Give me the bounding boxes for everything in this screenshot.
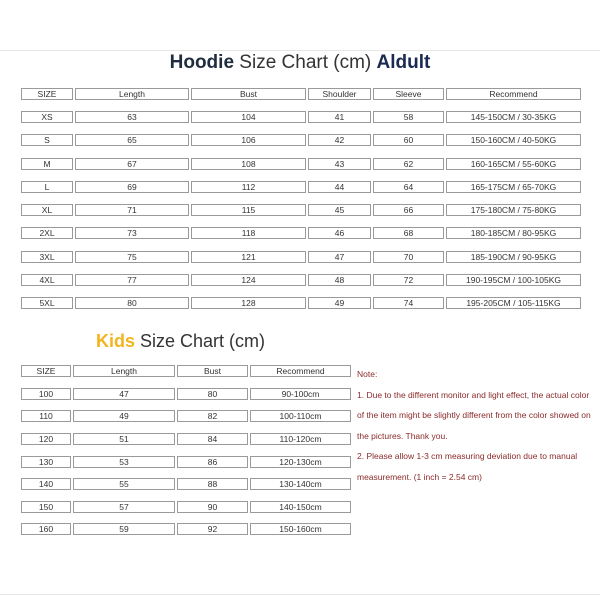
adult-cell-text: 165-175CM / 65-70KG	[446, 181, 581, 193]
kids-header-row	[20, 360, 352, 383]
kids-cell-text: Bust	[177, 365, 248, 377]
adult-row	[20, 152, 582, 175]
kids-cell	[72, 428, 176, 451]
adult-cell-text: 68	[373, 227, 444, 239]
adult-cell-text: L	[21, 181, 73, 193]
adult-cell-text: 75	[75, 251, 189, 263]
adult-cell	[372, 292, 445, 315]
adult-cell-text: 121	[191, 251, 306, 263]
kids-cell-text: 140-150cm	[250, 501, 351, 513]
kids-header-cell	[176, 360, 249, 383]
adult-cell-text: Sleeve	[373, 88, 444, 100]
adult-cell-text: 42	[308, 134, 371, 146]
adult-header-row	[20, 82, 582, 105]
adult-cell	[372, 245, 445, 268]
adult-cell	[445, 198, 582, 221]
adult-row	[20, 198, 582, 221]
kids-row	[20, 518, 352, 541]
adult-cell-text: XL	[21, 204, 73, 216]
adult-cell-text: 44	[308, 181, 371, 193]
adult-cell-text: 66	[373, 204, 444, 216]
adult-cell	[307, 222, 372, 245]
kids-header-cell	[72, 360, 176, 383]
adult-cell-text: 112	[191, 181, 306, 193]
kids-cell	[72, 473, 176, 496]
adult-cell	[20, 292, 74, 315]
kids-cell	[20, 383, 72, 406]
notes-line-2: 2. Please allow 1-3 cm measuring deviation due to manual measurement. (1 inch = 2.54 cm)	[357, 451, 578, 482]
kids-cell-text: 47	[73, 388, 175, 400]
notes-label: Note:	[357, 369, 378, 379]
kids-cell	[176, 473, 249, 496]
adult-cell-text: 69	[75, 181, 189, 193]
adult-cell	[445, 222, 582, 245]
adult-cell	[307, 129, 372, 152]
adult-cell-text: 104	[191, 111, 306, 123]
adult-cell-text: 45	[308, 204, 371, 216]
adult-cell	[20, 129, 74, 152]
adult-cell	[445, 129, 582, 152]
adult-cell-text: 5XL	[21, 297, 73, 309]
kids-cell-text: 100	[21, 388, 71, 400]
adult-cell	[74, 245, 190, 268]
kids-cell-text: Length	[73, 365, 175, 377]
adult-cell	[307, 198, 372, 221]
adult-cell	[445, 175, 582, 198]
adult-cell	[74, 129, 190, 152]
adult-cell-text: 145-150CM / 30-35KG	[446, 111, 581, 123]
adult-cell-text: 65	[75, 134, 189, 146]
adult-cell	[445, 268, 582, 291]
adult-cell-text: 58	[373, 111, 444, 123]
adult-cell	[74, 292, 190, 315]
kids-cell-text: 90	[177, 501, 248, 513]
adult-cell-text: 160-165CM / 55-60KG	[446, 158, 581, 170]
kids-cell	[20, 496, 72, 519]
adult-cell	[372, 105, 445, 128]
kids-cell-text: 86	[177, 456, 248, 468]
adult-cell	[307, 105, 372, 128]
adult-cell-text: SIZE	[21, 88, 73, 100]
kids-cell-text: 49	[73, 410, 175, 422]
kids-cell	[72, 405, 176, 428]
adult-cell-text: 80	[75, 297, 189, 309]
adult-cell-text: M	[21, 158, 73, 170]
adult-cell-text: 128	[191, 297, 306, 309]
kids-row	[20, 496, 352, 519]
adult-row	[20, 245, 582, 268]
adult-cell	[307, 268, 372, 291]
kids-cell-text: 92	[177, 523, 248, 535]
adult-header-cell	[307, 82, 372, 105]
adult-cell-text: 63	[75, 111, 189, 123]
adult-cell	[372, 198, 445, 221]
adult-header-cell	[372, 82, 445, 105]
kids-chart-title	[96, 328, 265, 354]
kids-row	[20, 405, 352, 428]
kids-cell-text: SIZE	[21, 365, 71, 377]
adult-cell-text: 185-190CM / 90-95KG	[446, 251, 581, 263]
adult-chart-title	[0, 50, 600, 76]
adult-cell	[307, 152, 372, 175]
kids-cell	[249, 405, 352, 428]
adult-cell-text: 70	[373, 251, 444, 263]
adult-cell-text: XS	[21, 111, 73, 123]
kids-header-cell	[20, 360, 72, 383]
kids-cell	[20, 473, 72, 496]
adult-title-brand: Hoodie	[169, 52, 235, 73]
adult-cell-text: 48	[308, 274, 371, 286]
kids-size-table	[20, 360, 352, 541]
kids-cell	[176, 428, 249, 451]
notes-block	[357, 364, 593, 487]
adult-cell	[74, 222, 190, 245]
adult-cell	[190, 198, 307, 221]
adult-cell	[190, 222, 307, 245]
kids-cell-text: 57	[73, 501, 175, 513]
adult-cell	[190, 268, 307, 291]
adult-cell-text: 77	[75, 274, 189, 286]
kids-cell	[249, 518, 352, 541]
kids-cell	[249, 496, 352, 519]
kids-cell-text: 90-100cm	[250, 388, 351, 400]
adult-cell	[190, 152, 307, 175]
kids-cell-text: 140	[21, 478, 71, 490]
adult-cell-text: 62	[373, 158, 444, 170]
kids-cell-text: 84	[177, 433, 248, 445]
adult-cell	[445, 105, 582, 128]
kids-cell-text: 82	[177, 410, 248, 422]
adult-cell-text: 106	[191, 134, 306, 146]
kids-cell-text: 80	[177, 388, 248, 400]
kids-cell-text: 130	[21, 456, 71, 468]
adult-cell-text: Recommend	[446, 88, 581, 100]
kids-cell-text: 120-130cm	[250, 456, 351, 468]
adult-cell	[20, 175, 74, 198]
adult-cell-text: 108	[191, 158, 306, 170]
kids-row	[20, 383, 352, 406]
kids-cell	[176, 383, 249, 406]
adult-cell	[307, 292, 372, 315]
notes-line-1: 1. Due to the different monitor and light effect, the actual color of the item might be slightly different from the color showed on the pictures. Thank you.	[357, 389, 591, 441]
adult-cell	[372, 175, 445, 198]
adult-cell	[307, 175, 372, 198]
kids-cell	[176, 496, 249, 519]
kids-title-brand: Kids	[96, 331, 136, 351]
kids-cell-text: Recommend	[250, 365, 351, 377]
adult-row	[20, 105, 582, 128]
adult-row	[20, 292, 582, 315]
adult-header-cell	[74, 82, 190, 105]
adult-cell-text: 64	[373, 181, 444, 193]
adult-cell	[74, 152, 190, 175]
adult-cell-text: 175-180CM / 75-80KG	[446, 204, 581, 216]
adult-cell	[372, 152, 445, 175]
adult-cell	[190, 175, 307, 198]
adult-cell-text: 74	[373, 297, 444, 309]
kids-cell	[72, 383, 176, 406]
adult-cell-text: 46	[308, 227, 371, 239]
adult-cell	[74, 175, 190, 198]
adult-cell	[20, 245, 74, 268]
kids-row	[20, 428, 352, 451]
adult-cell-text: 3XL	[21, 251, 73, 263]
adult-cell	[372, 222, 445, 245]
kids-cell	[20, 450, 72, 473]
kids-cell	[249, 428, 352, 451]
adult-cell-text: Bust	[191, 88, 306, 100]
adult-cell-text: 72	[373, 274, 444, 286]
kids-cell-text: 53	[73, 456, 175, 468]
adult-cell	[307, 245, 372, 268]
adult-cell	[372, 268, 445, 291]
kids-cell-text: 150-160cm	[250, 523, 351, 535]
adult-cell-text: Shoulder	[308, 88, 371, 100]
adult-cell-text: 150-160CM / 40-50KG	[446, 134, 581, 146]
adult-cell-text: 2XL	[21, 227, 73, 239]
adult-header-cell	[190, 82, 307, 105]
kids-cell-text: 51	[73, 433, 175, 445]
adult-cell-text: 49	[308, 297, 371, 309]
adult-row	[20, 222, 582, 245]
adult-cell	[190, 292, 307, 315]
adult-cell	[20, 105, 74, 128]
kids-cell-text: 110-120cm	[250, 433, 351, 445]
kids-cell-text: 88	[177, 478, 248, 490]
adult-cell-text: 43	[308, 158, 371, 170]
kids-cell	[72, 518, 176, 541]
adult-row	[20, 129, 582, 152]
kids-cell	[20, 428, 72, 451]
adult-cell-text: 60	[373, 134, 444, 146]
kids-cell	[72, 496, 176, 519]
adult-cell	[20, 198, 74, 221]
adult-cell	[74, 198, 190, 221]
adult-cell-text: 118	[191, 227, 306, 239]
adult-cell	[20, 152, 74, 175]
adult-header-cell	[445, 82, 582, 105]
kids-cell	[176, 450, 249, 473]
adult-cell-text: 73	[75, 227, 189, 239]
adult-title-mid: Size Chart (cm)	[234, 52, 377, 73]
adult-cell	[190, 105, 307, 128]
kids-cell	[20, 518, 72, 541]
kids-cell	[249, 450, 352, 473]
adult-cell-text: 124	[191, 274, 306, 286]
kids-cell	[20, 405, 72, 428]
adult-cell	[20, 222, 74, 245]
kids-cell	[176, 518, 249, 541]
adult-cell-text: 47	[308, 251, 371, 263]
kids-cell-text: 160	[21, 523, 71, 535]
kids-cell	[176, 405, 249, 428]
adult-cell-text: 190-195CM / 100-105KG	[446, 274, 581, 286]
kids-cell-text: 55	[73, 478, 175, 490]
adult-cell-text: S	[21, 134, 73, 146]
adult-cell-text: 41	[308, 111, 371, 123]
adult-cell	[445, 152, 582, 175]
adult-cell-text: Length	[75, 88, 189, 100]
adult-cell	[445, 245, 582, 268]
kids-row	[20, 450, 352, 473]
adult-cell-text: 115	[191, 204, 306, 216]
kids-cell-text: 130-140cm	[250, 478, 351, 490]
kids-cell	[249, 473, 352, 496]
kids-cell-text: 150	[21, 501, 71, 513]
adult-cell-text: 71	[75, 204, 189, 216]
adult-cell-text: 67	[75, 158, 189, 170]
kids-cell-text: 100-110cm	[250, 410, 351, 422]
bottom-divider	[0, 594, 600, 595]
kids-header-cell	[249, 360, 352, 383]
adult-row	[20, 175, 582, 198]
adult-cell	[445, 292, 582, 315]
adult-header-cell	[20, 82, 74, 105]
adult-cell	[372, 129, 445, 152]
kids-cell	[249, 383, 352, 406]
adult-cell	[74, 105, 190, 128]
kids-cell-text: 59	[73, 523, 175, 535]
adult-cell	[190, 245, 307, 268]
adult-cell-text: 4XL	[21, 274, 73, 286]
adult-cell	[190, 129, 307, 152]
adult-cell	[20, 268, 74, 291]
kids-title-rest: Size Chart (cm)	[135, 331, 266, 351]
kids-cell-text: 110	[21, 410, 71, 422]
adult-title-tail: Aldult	[376, 52, 431, 73]
kids-cell-text: 120	[21, 433, 71, 445]
adult-cell-text: 180-185CM / 80-95KG	[446, 227, 581, 239]
adult-size-table	[20, 82, 582, 315]
kids-row	[20, 473, 352, 496]
adult-cell-text: 195-205CM / 105-115KG	[446, 297, 581, 309]
adult-row	[20, 268, 582, 291]
adult-cell	[74, 268, 190, 291]
kids-cell	[72, 450, 176, 473]
